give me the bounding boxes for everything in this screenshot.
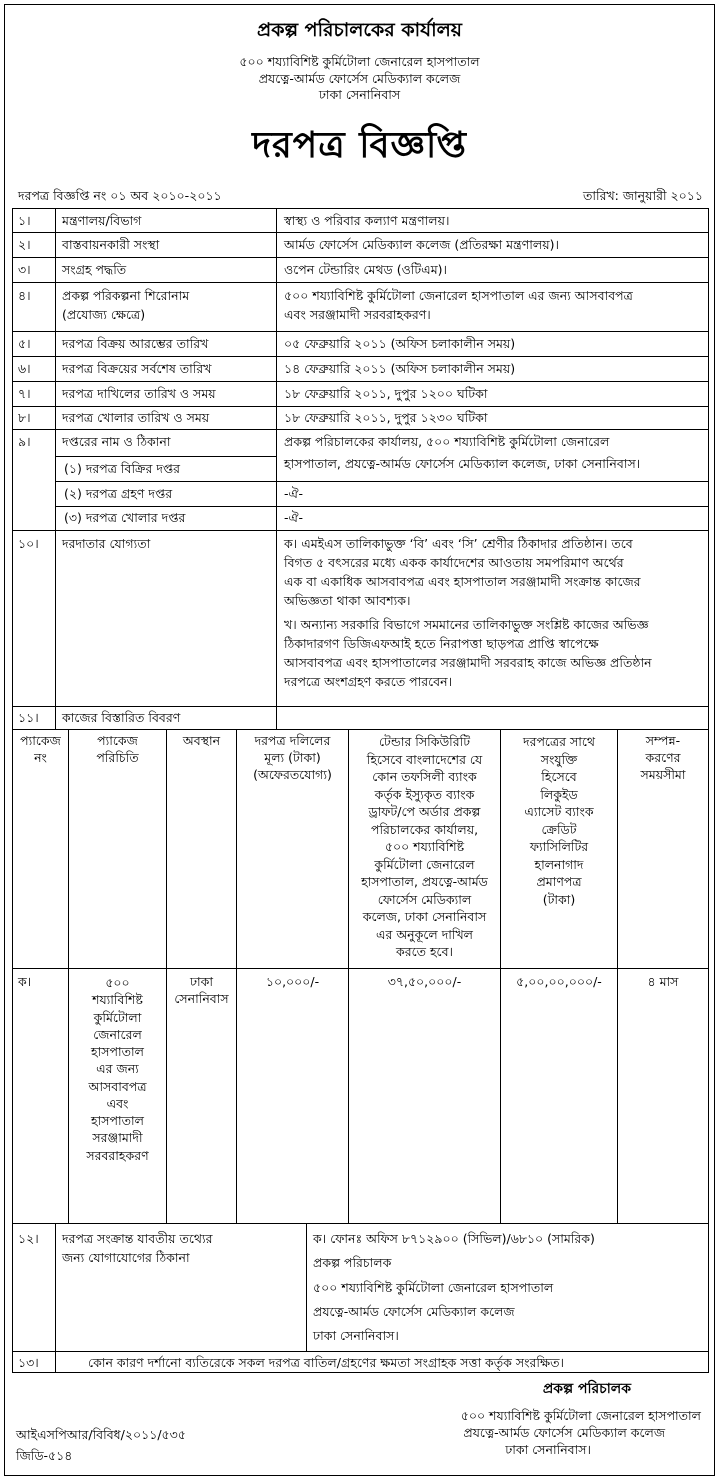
qualification-b-line: আসবাবপত্র এবং হাসপাতালের সরঞ্জামাদী সরবরাহ কাজে অভিজ্ঞ প্রতিষ্ঠান [284, 655, 652, 670]
dg-number: জিডি-৫১৪ [16, 1448, 73, 1463]
signatory-line: ৫০০ শয্যাবিশিষ্ট কুর্মিটোলা জেনারেল হাসপাতাল [460, 1407, 701, 1423]
office-title: প্রকল্প পরিচালকের কার্যালয় [257, 19, 462, 41]
row-label: প্রকল্প পরিকল্পনা শিরোনাম [62, 288, 190, 303]
table-rule [12, 706, 709, 707]
table-rule [55, 456, 276, 457]
row-number: ৬। [18, 361, 31, 376]
ditto-mark: -ঐ- [284, 510, 304, 525]
table-rule [12, 1351, 709, 1352]
row-label: দরদাতার যোগ্যতা [62, 536, 151, 551]
header [0, 18, 719, 104]
sub-office-opening: (৩) দরপত্র খোলার দপ্তর [64, 510, 186, 525]
row-number: ২। [18, 237, 31, 252]
row-value: প্রকল্প পরিচালকের কার্যালয়, ৫০০ শয্যাবিশিষ্ট কুর্মিটোলা জেনারেল [284, 434, 610, 449]
header-package-no: প্যাকেজ নং [20, 733, 61, 765]
row-number: ৯। [18, 434, 31, 449]
qualification-b-line: দরপত্রে অংশগ্রহণ করতে পারবেন। [284, 674, 453, 689]
row-label-note: (প্রযোজ্য ক্ষেত্রে) [62, 307, 146, 322]
row-label: দরপত্র খোলার তারিখ ও সময় [62, 410, 210, 425]
row-number: ৩। [18, 262, 31, 277]
package-location: ঢাকা সেনানিবাস [174, 974, 229, 1006]
row-number: ৪। [18, 288, 31, 303]
table-rule [55, 208, 56, 730]
contact-line: ৫০০ শয্যাবিশিষ্ট কুর্মিটোলা জেনারেল হাসপাতাল [313, 1280, 554, 1295]
signatory-line: প্রযত্নে-আর্মড ফোর্সেস মেডিক্যাল কলেজ [463, 1424, 665, 1440]
qualification-b-line: ঠিকাদারগণ ডিজিএফআই হতে নিরাপত্তা ছাড়পত্র প্রাপ্তি স্বাপেক্ষে [284, 636, 599, 651]
table-rule [306, 1223, 307, 1351]
qualification-a-line: অভিজ্ঞতা থাকা আবশ্যক। [284, 593, 411, 608]
table-rule [12, 429, 709, 430]
qualification-a-line: এক বা একাধিক আসবাবপত্র এবং হাসপাতাল সরঞ্জামাদী সংক্রান্ত কাজের [284, 574, 641, 589]
contact-line: ঢাকা সেনানিবাস। [313, 1328, 399, 1343]
sub-office-sale: (১) দরপত্র বিক্রির দপ্তর [64, 461, 181, 476]
header-completion-time: সম্পন্ন- করণের সময়সীমা [640, 733, 686, 782]
row-value: ০৫ ফেব্রুয়ারি ২০১১ (অফিস চলাকালীন সময়) [284, 336, 516, 351]
reference-number: দরপত্র বিজ্ঞপ্তি নং ০১ অব ২০১০-২০১১ [18, 188, 222, 203]
row-number: ১৩। [18, 1355, 39, 1370]
row-number: ১২। [18, 1231, 39, 1246]
table-rule [55, 481, 709, 482]
table-rule [12, 381, 709, 382]
row-value: আর্মড ফোর্সেস মেডিক্যাল কলেজ (প্রতিরক্ষা মন্ত্রণালয়)। [284, 237, 559, 252]
ispr-reference: আইএসপিআর/বিবিধ/২০১১/৫৩৫ [16, 1427, 186, 1442]
row-label: সংগ্রহ পদ্ধতি [62, 262, 127, 277]
signatory-line: ঢাকা সেনানিবাস। [505, 1441, 591, 1457]
row-number: ৭। [18, 386, 31, 401]
qualification-a-line: বিগত ৫ বৎসরের মধ্যে একক কার্যাদেশের আওতায় সমপরিমাণ অর্থের [284, 555, 624, 570]
table-rule [12, 406, 709, 407]
row-value: স্বাস্থ্য ও পরিবার কল্যাণ মন্ত্রণালয়। [284, 213, 450, 228]
hospital-name: ৫০০ শয্যাবিশিষ্ট কুর্মিটোলা জেনারেল হাসপাতাল [239, 53, 480, 69]
reservation-clause: কোন কারণ দর্শানো ব্যতিরেকে সকল দরপত্র বাতিল/গ্রহণের ক্ষমতা সংগ্রাহক সত্তা কর্তৃক সংরক্ষিত। [88, 1355, 564, 1370]
signatory-title: প্রকল্প পরিচালক [542, 1381, 631, 1397]
package-tender-security: ৩৭,৫০,০০০/- [387, 974, 462, 989]
header-document-price: দরপত্র দলিলের মূল্য (টাকা) (অফেরতযোগ্য) [253, 733, 332, 782]
table-rule [55, 506, 709, 507]
row-value: ১৮ ফেব্রুয়ারি ২০১১, দুপুর ১২০০ ঘটিকা [284, 386, 488, 401]
row-label: দরপত্র বিক্রয়ের সর্বশেষ তারিখ [62, 361, 212, 376]
contact-line: প্রকল্প পরিচালক [313, 1255, 392, 1270]
table-rule [12, 257, 709, 258]
row-number: ১১। [18, 710, 39, 725]
row-value: ৫০০ শয্যাবিশিষ্ট কুর্মিটোলা জেনারেল হাসপাতাল এর জন্য আসবাবপত্র [284, 288, 633, 303]
table-rule [12, 282, 709, 283]
table-rule [12, 208, 709, 209]
package-number: ক। [18, 974, 32, 989]
row-label: জন্য যোগাযোগের ঠিকানা [62, 1250, 190, 1265]
table-rule [12, 208, 13, 1372]
table-rule [12, 232, 709, 233]
row-label: দপ্তরের নাম ও ঠিকানা [62, 434, 171, 449]
table-rule [12, 356, 709, 357]
care-of: প্রযত্নে-আর্মড ফোর্সেস মেডিক্যাল কলেজ [258, 70, 461, 86]
qualification-b-line: খ। অন্যান্য সরকারি বিভাগে সমমানের তালিকাভুক্ত সংশ্লিষ্ট কাজের অভিজ্ঞ [284, 617, 649, 632]
contact-line: প্রযত্নে-আর্মড ফোর্সেস মেডিক্যাল কলেজ [313, 1304, 515, 1319]
contact-phone: ক। ফোনঃ অফিস ৮৭১২৯০০ (সিভিল)/৬৮১০ (সামরিক) [313, 1231, 595, 1246]
row-label: দরপত্র দাখিলের তারিখ ও সময় [62, 386, 216, 401]
table-rule [12, 530, 709, 531]
table-rule [276, 706, 277, 729]
table-rule [12, 1372, 709, 1373]
row-label: দরপত্র বিক্রয় আরম্ভের তারিখ [62, 336, 209, 351]
ditto-mark: -ঐ- [284, 486, 304, 501]
table-rule [55, 1223, 56, 1372]
table-rule [12, 729, 709, 730]
table-rule [12, 968, 709, 969]
row-value: এবং সরঞ্জামাদী সরবরাহকরণ। [284, 307, 431, 322]
package-liquid-asset: ৫,০০,০০,০০০/- [516, 974, 602, 989]
table-rule [12, 1223, 709, 1224]
table-rule [708, 208, 709, 1372]
row-label: বাস্তবায়নকারী সংস্থা [62, 237, 160, 252]
row-number: ৮। [18, 410, 31, 425]
row-value: ১৮ ফেব্রুয়ারি ২০১১, দুপুর ১২৩০ ঘটিকা [284, 410, 488, 425]
table-rule [12, 331, 709, 332]
row-label: কাজের বিস্তারিত বিবরণ [62, 710, 181, 725]
package-description: ৫০০ শয্যাবিশিষ্ট কুর্মিটোলা জেনারেল হাসপাতাল এর জন্য আসবাবপত্র এবং হাসপাতাল সরঞ্জামাদী সরবরাহকরণ [86, 975, 149, 1163]
row-label: মন্ত্রণালয়/বিভাগ [62, 213, 142, 228]
row-value: হাসপাতাল, প্রযত্নে-আর্মড ফোর্সেস মেডিক্যাল কলেজ, ঢাকা সেনানিবাস। [284, 456, 641, 471]
header-tender-security: টেন্ডার সিকিউরিটি হিসেবে বাংলাদেশের যে কোন তফসিলী ব্যাংক কর্তৃক ইস্যুকৃত ব্যাংক ড্রাফট/পে অর্ডার প্রকল্প পরিচালকের কার্যালয়, ৫০০ শয্যাবিশিষ্ট কুর্মিটোলা জেনারেল হাসপাতাল, প্রযত্নে-আর্মড ফোর্সেস মেডিক্যাল কলেজ, ঢাকা সেনানিবাস এর অনুকূলে দাখিল করতে হবে। [361, 734, 488, 959]
header-package-description: প্যাকেজ পরিচিতি [96, 733, 139, 765]
row-number: ১। [18, 213, 31, 228]
row-value: ওপেন টেন্ডারিং মেথড (ওটিএম)। [284, 262, 447, 277]
package-completion-time: ৪ মাস [647, 974, 679, 989]
row-number: ১০। [18, 536, 39, 551]
table-rule [276, 208, 277, 706]
notice-date: তারিখ: জানুয়ারী ২০১১ [582, 188, 703, 203]
notice-title: দরপত্র বিজ্ঞপ্তি [252, 125, 467, 166]
header-liquid-asset: দরপত্রের সাথে সংযুক্তি হিসেবে লিকুইড এ্যাসেট ব্যাংক ক্রেডিট ফ্যাসিলিটির হালনাগাদ প্রমাণপত্র (টাকা) [523, 734, 595, 907]
signature-block [461, 1380, 701, 1459]
row-value: ১৪ ফেব্রুয়ারি ২০১১ (অফিস চলাকালীন সময়) [284, 361, 516, 376]
location: ঢাকা সেনানিবাস [318, 87, 401, 103]
sub-office-receipt: (২) দরপত্র গ্রহণ দপ্তর [64, 486, 173, 501]
qualification-a-line: ক। এমইএস তালিকাভুক্ত ‘বি’ এবং ‘সি’ শ্রেণীর ঠিকাদার প্রতিষ্ঠান। তবে [284, 536, 633, 551]
row-label: দরপত্র সংক্রান্ত যাবতীয় তথ্যের [62, 1231, 213, 1246]
package-document-price: ১০,০০০/- [265, 974, 320, 989]
row-number: ৫। [18, 336, 31, 351]
header-location: অবস্থান [182, 733, 221, 748]
